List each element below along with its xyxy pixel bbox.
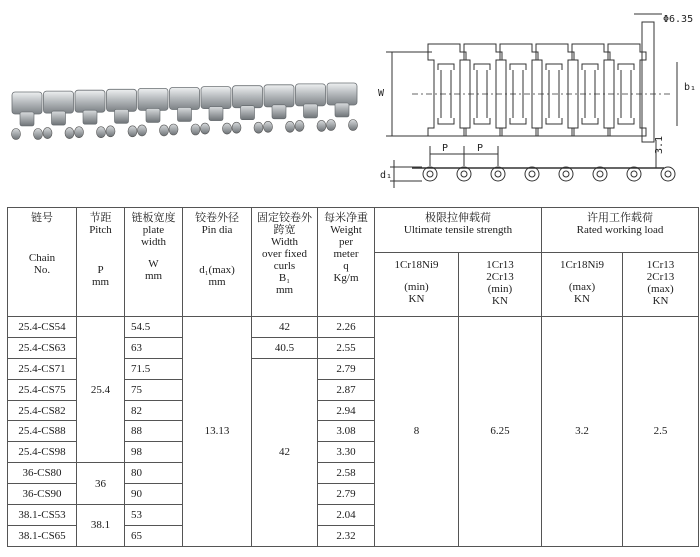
chain-plate (264, 85, 294, 107)
chain-spec-table (7, 207, 699, 547)
chain-knuckle (232, 122, 241, 133)
header-pin-dia-zh: 铰卷外径 (195, 212, 239, 224)
chain-no-cell: 25.4-CS54 (8, 317, 77, 338)
w-dimension-label: W (378, 88, 385, 99)
chain-knuckle (106, 126, 115, 137)
side-pin (665, 171, 671, 177)
weight-cell: 2.26 (318, 317, 375, 338)
chain-plate (75, 90, 105, 112)
chain-no-cell: 25.4-CS71 (8, 358, 77, 379)
header-weight-en1: Weight (330, 224, 362, 236)
header-rat-col2-l1: 1Cr13 (646, 259, 675, 271)
header-pin-dia-sym: d₁(max) (199, 264, 235, 276)
header-ult-col2-l3: (min) (487, 283, 513, 295)
header-pin-dia (183, 208, 252, 317)
plate-outline (608, 44, 646, 136)
plate-width-cell: 63 (125, 337, 183, 358)
chain-knuckle (327, 120, 336, 131)
ult-1cr18ni9-cell: 8 (375, 317, 459, 547)
side-pin (563, 171, 569, 177)
weight-cell: 2.55 (318, 337, 375, 358)
pitch-label-2: P (477, 143, 484, 154)
header-rat-1cr13 (623, 253, 699, 317)
header-width-curls-unit: mm (275, 284, 294, 296)
chain-plate (327, 83, 357, 105)
side-pin (597, 171, 603, 177)
chain-plate (201, 87, 231, 109)
chain-knuckle (12, 129, 21, 140)
chain-knuckle (169, 124, 178, 135)
header-ult-col1-l1: 1Cr18Ni9 (394, 259, 439, 271)
chain-knuckle (34, 129, 43, 140)
chain-plate (44, 91, 74, 113)
chain-knuckle (264, 121, 273, 132)
chain-knuckle (201, 123, 210, 134)
header-width-curls-sym: B₁ (278, 272, 291, 284)
side-knuckle (457, 167, 471, 181)
plate-width-cell: 88 (125, 421, 183, 442)
weight-cell: 3.30 (318, 442, 375, 463)
header-pitch-unit: mm (91, 276, 110, 288)
chain-knuckle (295, 120, 304, 131)
header-width-curls-en2: over fixed (262, 248, 307, 260)
chain-plate (12, 92, 42, 114)
header-width-curls-en1: Width (270, 236, 299, 248)
weight-cell: 2.04 (318, 505, 375, 526)
chain-knuckle (223, 123, 232, 134)
weight-cell: 2.79 (318, 358, 375, 379)
header-ult-col1-l2: (min) (404, 281, 429, 293)
weight-cell: 2.32 (318, 525, 375, 546)
width-curls-cell: 40.5 (252, 337, 318, 358)
header-rated-working-load (542, 208, 699, 253)
side-knuckle (661, 167, 675, 181)
header-ult-col2-l4: KN (492, 295, 508, 307)
weight-cell: 2.58 (318, 463, 375, 484)
plate-width-cell: 90 (125, 484, 183, 505)
header-rat-col1-l1: 1Cr18Ni9 (560, 259, 604, 271)
chain-tab (241, 106, 255, 120)
side-knuckle (593, 167, 607, 181)
width-curls-cell: 42 (252, 317, 318, 338)
width-curls-cell: 42 (252, 358, 318, 546)
header-weight-sym: q (343, 260, 349, 272)
chain-knuckle (286, 121, 295, 132)
chain-knuckle (65, 128, 74, 139)
chain-no-cell: 25.4-CS75 (8, 379, 77, 400)
chain-knuckle (317, 120, 326, 131)
chain-knuckle (160, 125, 169, 136)
header-ult-1cr18ni9 (375, 253, 459, 317)
header-weight (318, 208, 375, 317)
header-weight-zh: 每米净重 (324, 212, 368, 224)
header-chain-no (8, 208, 77, 317)
plate-width-cell: 98 (125, 442, 183, 463)
header-ult-1cr13 (459, 253, 542, 317)
header-ult-col2-l2: 2Cr13 (486, 271, 514, 283)
plate-outline (464, 44, 502, 136)
plate-width-cell: 71.5 (125, 358, 183, 379)
chain-plate (170, 88, 200, 110)
header-width-curls-en3: curls (273, 260, 296, 272)
header-chain-no-zh: 链号 (31, 212, 53, 224)
weight-cell: 2.79 (318, 484, 375, 505)
plate-width-cell: 54.5 (125, 317, 183, 338)
plate-width-cell: 65 (125, 525, 183, 546)
header-pitch-en: Pitch (89, 224, 112, 236)
pin-outline (642, 22, 654, 142)
side-knuckle (559, 167, 573, 181)
plate-outline (500, 44, 538, 136)
ult-1cr13-cell: 6.25 (459, 317, 542, 547)
header-pin-dia-unit: mm (208, 276, 226, 288)
header-width-curls (252, 208, 318, 317)
side-pin (461, 171, 467, 177)
header-plate-width (125, 208, 183, 317)
curl-offset-label: 3.1 (654, 135, 665, 154)
header-width-curls-zh: 固定铰卷外跨宽 (257, 212, 312, 236)
plate-width-cell: 75 (125, 379, 183, 400)
header-ult-col1-l3: KN (408, 293, 425, 305)
chain-plate (296, 84, 326, 106)
header-rat-col1-l2: (max) (568, 281, 596, 293)
chain-knuckle (128, 126, 137, 137)
side-pin (427, 171, 433, 177)
chain-tab (304, 104, 318, 118)
pin-diameter-label: Φ6.35 (663, 14, 694, 25)
weight-cell: 2.87 (318, 379, 375, 400)
chain-no-cell: 25.4-CS63 (8, 337, 77, 358)
header-rat-col1-l3: KN (574, 293, 590, 305)
pitch-cell: 25.4 (77, 317, 125, 463)
chain-plate (233, 86, 263, 108)
b1-dimension-label: b₁ (684, 82, 697, 93)
chain-no-cell: 38.1-CS65 (8, 525, 77, 546)
header-pitch-zh: 节距 (89, 212, 112, 224)
side-pin (529, 171, 535, 177)
header-chain-no-en1: Chain (28, 252, 56, 264)
dimension-labels (378, 14, 696, 181)
pitch-cell: 36 (77, 463, 125, 505)
plate-width-cell: 53 (125, 505, 183, 526)
plate-width-cell: 80 (125, 463, 183, 484)
weight-cell: 3.08 (318, 421, 375, 442)
header-rat-1cr18ni9 (542, 253, 623, 317)
pitch-label-1: P (442, 143, 449, 154)
header-weight-en3: meter (333, 248, 359, 260)
header-rated-en: Rated working load (576, 224, 664, 236)
header-pin-dia-en: Pin dia (201, 224, 233, 236)
rat-1cr13-cell: 2.5 (623, 317, 699, 547)
chain-knuckle (254, 122, 263, 133)
header-ultimate-tensile (375, 208, 542, 253)
header-rat-col2-l4: KN (652, 295, 669, 307)
chain-no-cell: 25.4-CS82 (8, 400, 77, 421)
header-plate-width-sym: W (148, 258, 159, 270)
chain-tab (335, 103, 349, 117)
header-chain-no-en2: No. (33, 264, 51, 276)
chain-no-cell: 36-CS90 (8, 484, 77, 505)
side-knuckle (627, 167, 641, 181)
plate-outline (428, 44, 466, 136)
chain-no-cell: 25.4-CS88 (8, 421, 77, 442)
side-knuckle (525, 167, 539, 181)
chain-dimension-drawing (372, 0, 700, 196)
header-ultimate-zh: 极限拉伸载荷 (425, 212, 491, 224)
chain-plate (107, 89, 137, 111)
chain-tab (52, 111, 66, 125)
chain-tab (178, 108, 192, 122)
chain-tab (209, 107, 223, 121)
d1-dimension-label: d₁ (380, 170, 393, 181)
side-pin (631, 171, 637, 177)
chain-no-cell: 25.4-CS98 (8, 442, 77, 463)
header-pitch-sym: P (97, 264, 104, 276)
header-weight-en2: per (338, 236, 354, 248)
weight-cell: 2.94 (318, 400, 375, 421)
side-pin (495, 171, 501, 177)
header-rated-zh: 许用工作载荷 (587, 212, 653, 224)
plate-width-cell: 82 (125, 400, 183, 421)
chain-knuckle (97, 127, 106, 138)
chain-tab (146, 108, 160, 122)
chain-knuckle (191, 124, 200, 135)
pitch-cell: 38.1 (77, 505, 125, 547)
chain-tab (20, 112, 34, 126)
header-plate-width-en2: width (140, 236, 167, 248)
header-rat-col2-l2: 2Cr13 (646, 271, 675, 283)
header-ult-col2-l1: 1Cr13 (486, 259, 514, 271)
chain-tab (272, 105, 286, 119)
chain-knuckle (75, 127, 84, 138)
rat-1cr18ni9-cell: 3.2 (542, 317, 623, 547)
chain-tab (83, 110, 97, 124)
chain-knuckle (349, 120, 358, 131)
pin-dia-cell: 13.13 (183, 317, 252, 547)
header-rat-col2-l3: (max) (647, 283, 674, 295)
chain-photo (8, 78, 360, 142)
header-plate-width-zh: 链板宽度 (131, 212, 176, 224)
chain-plate (138, 88, 168, 110)
table-row (8, 317, 699, 338)
header-ultimate-en: Ultimate tensile strength (403, 224, 513, 236)
side-knuckle (423, 167, 437, 181)
chain-no-cell: 36-CS80 (8, 463, 77, 484)
chain-no-cell: 38.1-CS53 (8, 505, 77, 526)
chain-knuckle (43, 128, 52, 139)
header-plate-width-unit: mm (144, 270, 163, 282)
header-pitch (77, 208, 125, 317)
chain-knuckle (138, 125, 147, 136)
side-knuckle (491, 167, 505, 181)
plate-outline (572, 44, 610, 136)
header-plate-width-en1: plate (142, 224, 165, 236)
header-weight-unit: Kg/m (333, 272, 359, 284)
chain-tab (115, 109, 129, 123)
plate-outline (536, 44, 574, 136)
